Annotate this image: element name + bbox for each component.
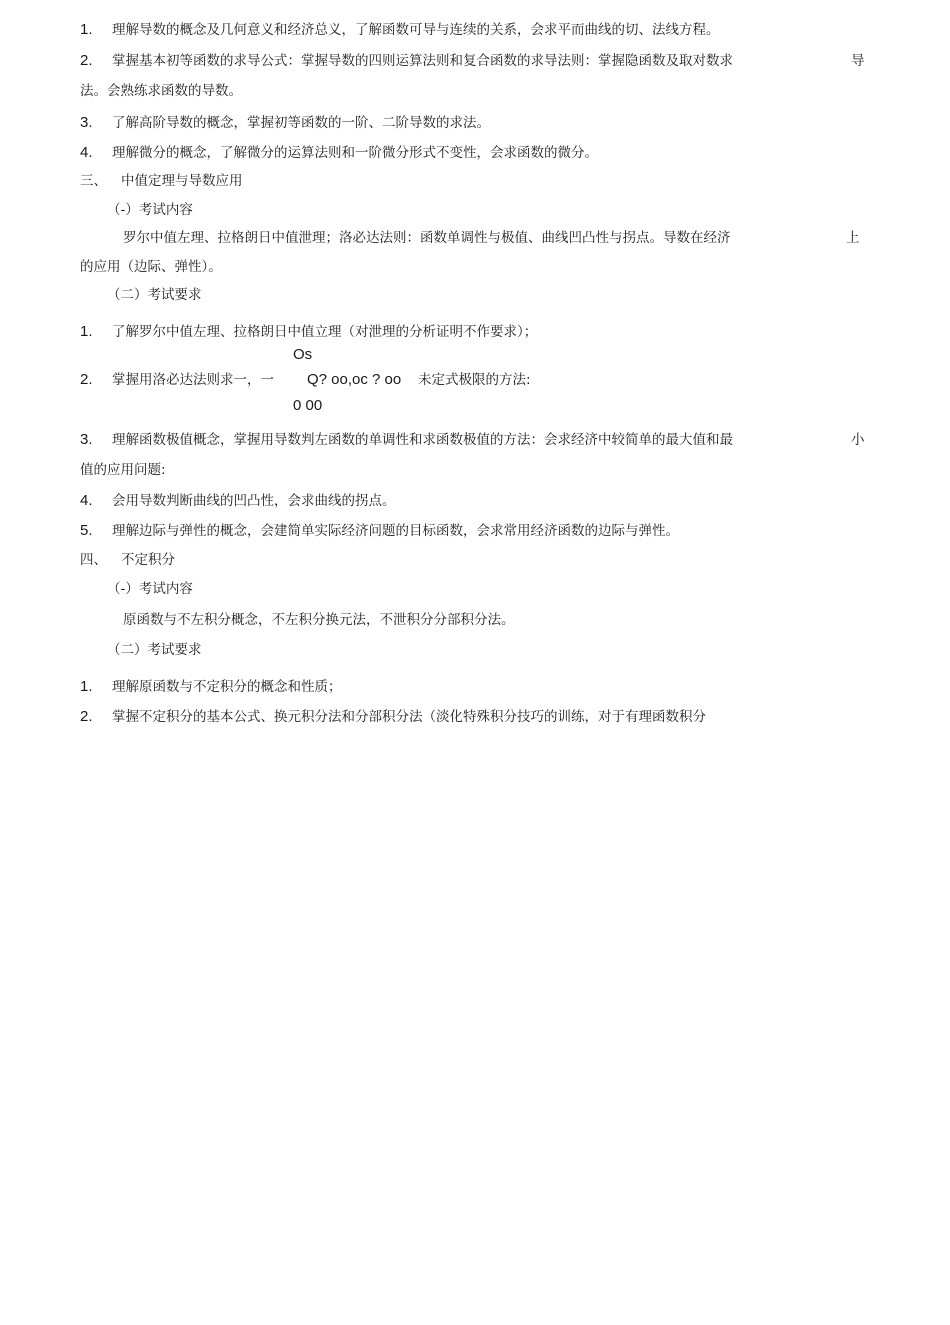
item-2-number: 2. xyxy=(80,52,93,69)
section-3-req-4-text: 会用导数判断曲线的凹凸性，会求曲线的拐点。 xyxy=(112,493,396,509)
section-4-req-1-text: 理解原函数与不定积分的概念和性质； xyxy=(112,679,342,695)
section-3-req-5-text: 理解边际与弹性的概念，会建简单实际经济问题的目标函数，会求常用经济函数的边际与弹性。 xyxy=(112,523,679,539)
section-3-req-3-text: 理解函数极值概念，掌握用导数判左函数的单调性和求函数极值的方法：会求经济中较简单的最大值和最 xyxy=(112,432,733,448)
section-4-req-2-text: 掌握不定积分的基本公式、换元积分法和分部积分法（淡化特殊积分技巧的训练，对于有理函数积分 xyxy=(112,709,706,725)
item-1-number: 1. xyxy=(80,21,93,38)
section-3-req-2-number: 2. xyxy=(80,371,93,388)
section-3-req-2-math-bottom: 0 00 xyxy=(293,397,323,414)
section-3-number: 三、 xyxy=(80,173,107,189)
section-3-req-2-math-mid: Q? oo,oc ? oo xyxy=(307,371,402,388)
section-3-req-3-number: 3. xyxy=(80,431,93,448)
item-3-number: 3. xyxy=(80,114,93,131)
item-4-number: 4. xyxy=(80,144,93,161)
section-3-content-continuation: 的应用（边际、弹性）。 xyxy=(80,259,222,275)
item-2-text: 掌握基本初等函数的求导公式：掌握导数的四则运算法则和复合函数的求导法则：掌握隐函数及取对数求 xyxy=(112,53,733,69)
item-4-text: 理解微分的概念，了解微分的运算法则和一阶微分形式不变性，会求函数的微分。 xyxy=(112,145,598,161)
section-4-sub-content-heading: （-）考试内容 xyxy=(107,581,193,597)
section-3-req-3-continuation: 值的应用问题: xyxy=(80,462,166,478)
item-1-text: 理解导数的概念及几何意义和经济总义，了解函数可导与连续的关系，会求平而曲线的切、法线方程。 xyxy=(112,22,720,38)
section-3-req-2-math-top: Os xyxy=(293,346,313,363)
section-3-content-tail: 上 xyxy=(846,230,860,246)
section-4-req-2-number: 2. xyxy=(80,708,93,725)
section-4-req-1-number: 1. xyxy=(80,678,93,695)
item-2-continuation: 法。会熟练求函数的导数。 xyxy=(80,83,242,99)
section-3-sub-content-heading: （-）考试内容 xyxy=(107,202,193,218)
section-3-req-2-math-after: 未定式极限的方法: xyxy=(418,372,531,388)
section-3-heading: 中值定理与导数应用 xyxy=(121,173,243,189)
section-3-req-1-number: 1. xyxy=(80,323,93,340)
section-4-heading: 不定积分 xyxy=(121,552,175,568)
section-4-number: 四、 xyxy=(80,552,107,568)
section-3-content-text: 罗尔中值左理、拉格朗日中值泄理；洛必达法则：函数单调性与极值、曲线凹凸性与拐点。导数在经济 xyxy=(123,230,731,246)
section-3-req-5-number: 5. xyxy=(80,522,93,539)
section-3-req-1-text: 了解罗尔中值左理、拉格朗日中值立理（对泄理的分析证明不作要求）； xyxy=(112,324,538,340)
item-3-text: 了解高阶导数的概念，掌握初等函数的一阶、二阶导数的求法。 xyxy=(112,115,490,131)
item-2-tail: 导 xyxy=(851,53,865,69)
section-4-sub-requirements-heading: （二）考试要求 xyxy=(107,642,202,658)
section-3-sub-requirements-heading: （二）考试要求 xyxy=(107,287,202,303)
section-3-req-2-text: 掌握用洛必达法则求一，一 xyxy=(112,372,274,388)
section-3-req-3-tail: 小 xyxy=(851,432,865,448)
section-3-req-4-number: 4. xyxy=(80,492,93,509)
section-4-content-text: 原函数与不左积分概念，不左积分换元法，不泄积分分部积分法。 xyxy=(123,612,515,628)
